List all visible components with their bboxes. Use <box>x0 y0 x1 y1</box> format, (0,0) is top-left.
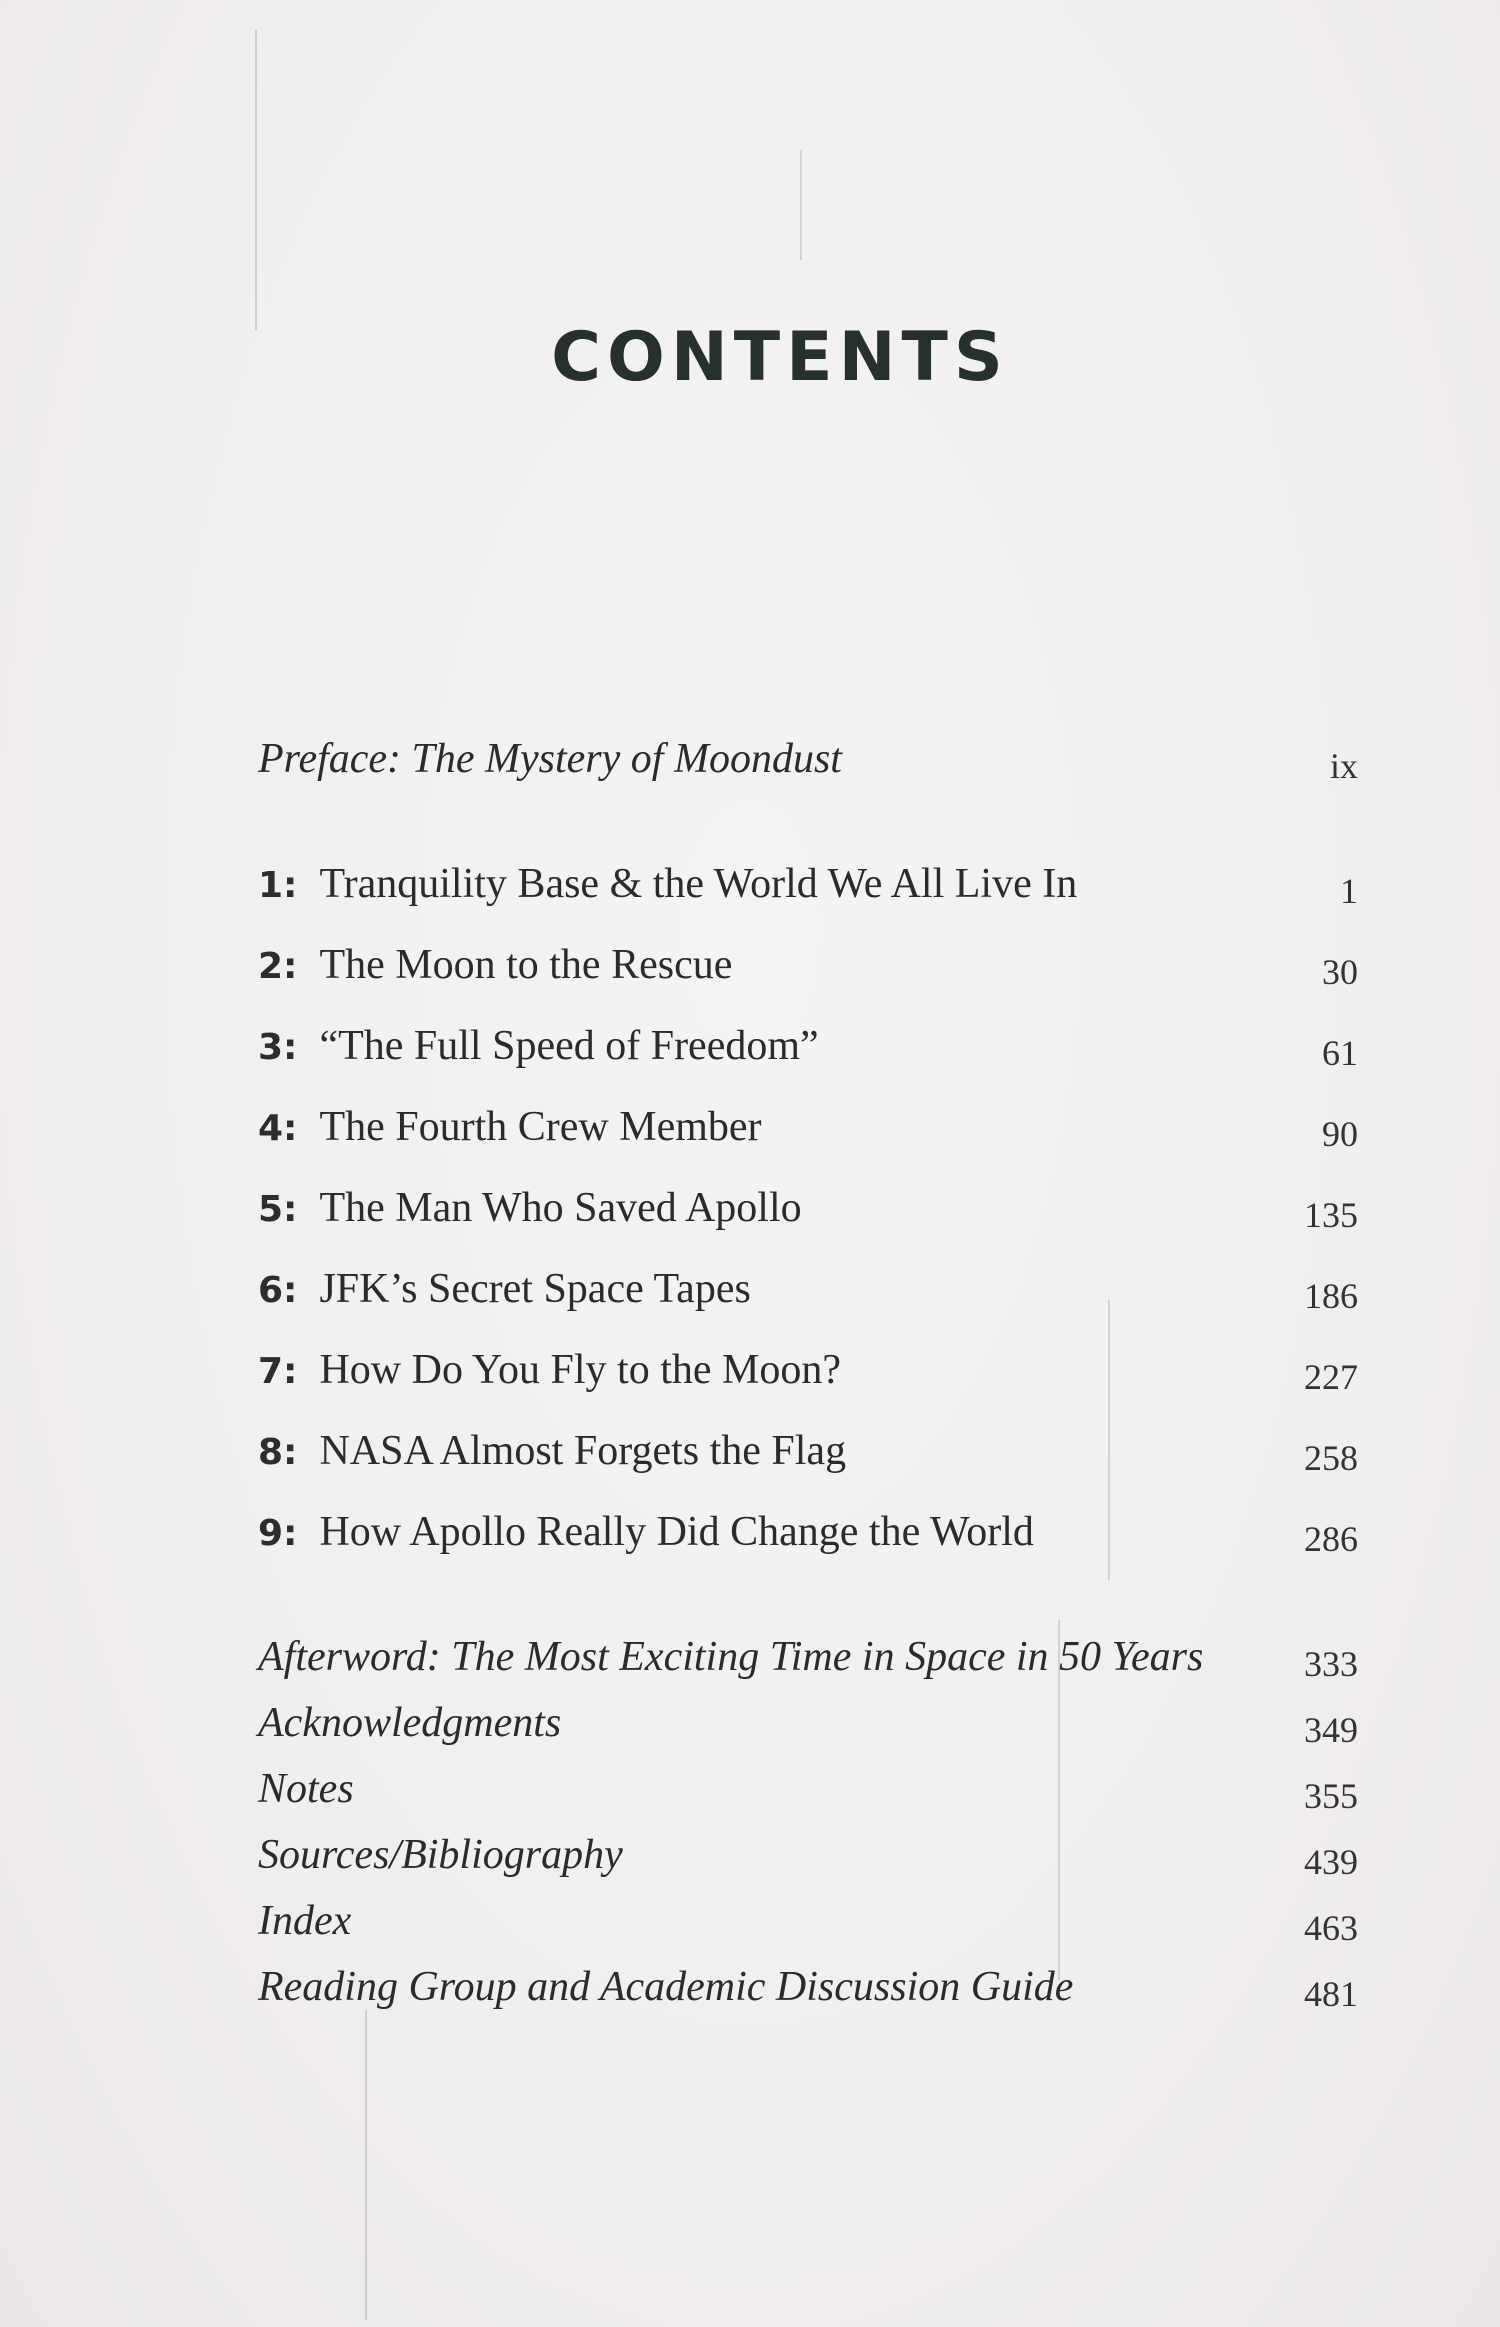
toc-chapter-row <box>258 1427 1358 1497</box>
chapter-number: 6: <box>258 1270 298 1311</box>
chapter-title: JFK’s Secret Space Tapes <box>319 1266 751 1312</box>
back-matter-page: 355 <box>1304 1776 1358 1816</box>
toc-back-matter-row <box>258 1765 1358 1835</box>
toc-chapter-row <box>258 1184 1358 1254</box>
back-matter-label: Reading Group and Academic Discussion Guide <box>258 1964 1074 2010</box>
toc-back-matter-row <box>258 1897 1358 1967</box>
chapter-page: 90 <box>1322 1114 1358 1154</box>
scan-mark <box>365 2010 367 2320</box>
chapter-number: 3: <box>258 1027 298 1068</box>
toc-back-matter-row <box>258 1699 1358 1769</box>
chapter-number: 9: <box>258 1513 298 1554</box>
chapter-page: 30 <box>1322 952 1358 992</box>
toc-chapter-row <box>258 1265 1358 1335</box>
chapter-number: 4: <box>258 1108 298 1149</box>
chapter-number: 8: <box>258 1432 298 1473</box>
toc-chapter-row <box>258 1022 1358 1092</box>
toc-back-matter-row <box>258 1633 1358 1703</box>
toc-chapter-row <box>258 1103 1358 1173</box>
chapter-page: 1 <box>1340 871 1358 911</box>
toc-back-matter-row <box>258 1963 1358 2033</box>
chapter-title: The Fourth Crew Member <box>319 1104 762 1150</box>
back-matter-label: Notes <box>258 1766 354 1812</box>
back-matter-page: 463 <box>1304 1908 1358 1948</box>
toc-chapter-row <box>258 860 1358 930</box>
chapter-title: Tranquility Base & the World We All Live In <box>319 861 1078 907</box>
chapter-title: “The Full Speed of Freedom” <box>319 1023 819 1069</box>
chapter-title: How Do You Fly to the Moon? <box>319 1347 842 1393</box>
chapter-page: 286 <box>1304 1519 1358 1559</box>
scan-mark <box>255 30 257 330</box>
chapter-page: 135 <box>1304 1195 1358 1235</box>
chapter-number: 2: <box>258 946 298 987</box>
chapter-page: 258 <box>1304 1438 1358 1478</box>
toc-back-matter-row <box>258 1831 1358 1901</box>
back-matter-label: Afterword: The Most Exciting Time in Space in 50 Years <box>258 1634 1204 1680</box>
chapter-number: 1: <box>258 865 298 906</box>
chapter-title: The Man Who Saved Apollo <box>319 1185 802 1231</box>
chapter-page: 227 <box>1304 1357 1358 1397</box>
back-matter-page: 439 <box>1304 1842 1358 1882</box>
chapter-page: 186 <box>1304 1276 1358 1316</box>
chapter-page: 61 <box>1322 1033 1358 1073</box>
toc-chapter-row <box>258 941 1358 1011</box>
toc-preface-row <box>258 735 1358 805</box>
back-matter-page: 333 <box>1304 1644 1358 1684</box>
scan-mark <box>800 150 802 260</box>
chapter-title: NASA Almost Forgets the Flag <box>319 1428 847 1474</box>
back-matter-label: Index <box>258 1898 352 1944</box>
chapter-number: 7: <box>258 1351 298 1392</box>
toc-preface-label: Preface: The Mystery of Moondust <box>258 736 842 782</box>
back-matter-page: 481 <box>1304 1974 1358 2014</box>
back-matter-label: Sources/Bibliography <box>258 1832 623 1878</box>
chapter-title: The Moon to the Rescue <box>319 942 733 988</box>
toc-chapter-row <box>258 1346 1358 1416</box>
page-title: CONTENTS <box>551 318 1009 397</box>
toc-preface-page: ix <box>1329 746 1358 786</box>
back-matter-page: 349 <box>1304 1710 1358 1750</box>
chapter-number: 5: <box>258 1189 298 1230</box>
toc-chapter-row <box>258 1508 1358 1578</box>
chapter-title: How Apollo Really Did Change the World <box>319 1509 1034 1555</box>
back-matter-label: Acknowledgments <box>258 1700 562 1746</box>
